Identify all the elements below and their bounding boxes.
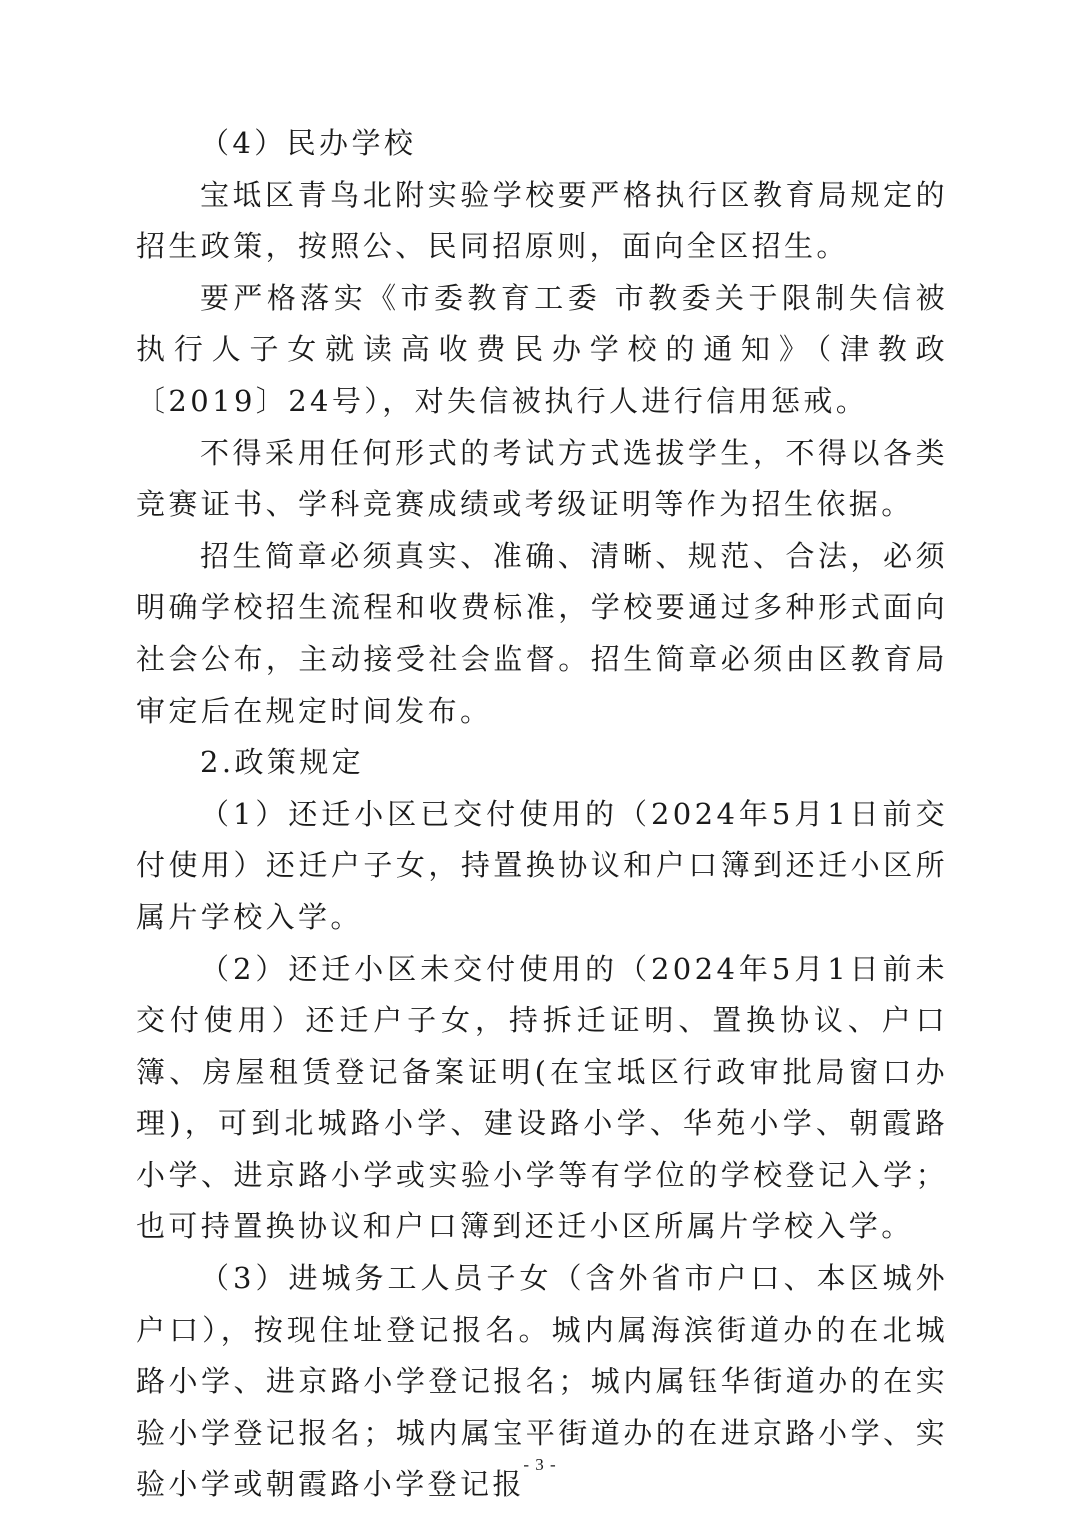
paragraph-rule-2: （2）还迁小区未交付使用的（2024年5月1日前未交付使用）还迁户子女，持拆迁证明、置换协议、户口簿、房屋租赁登记备案证明(在宝坻区行政审批局窗口办理)，可到北城路小学、建设路小学、华苑小学、朝霞路小学、进京路小学或实验小学等有学位的学校登记入学；也可持置换协议和户口簿到还迁小区所属片学校入学。	[136, 951, 948, 1244]
page-number: - 3 -	[523, 1455, 557, 1474]
paragraph-admission-brochure: 招生简章必须真实、准确、清晰、规范、合法，必须明确学校招生流程和收费标准，学校要通过多种形式面向社会公布，主动接受社会监督。招生简章必须由区教育局审定后在规定时间发布。	[136, 538, 948, 728]
paragraph-rule-3: （3）进城务工人员子女（含外省市户口、本区城外户口），按现住址登记报名。城内属海滨街道办的在北城路小学、进京路小学登记报名；城内属钰华街道办的在实验小学登记报名；城内属宝平街道办的在进京路小学、实验小学或朝霞路小学登记报	[136, 1261, 948, 1502]
paragraph-rule-1: （1）还迁小区已交付使用的（2024年5月1日前交付使用）还迁户子女，持置换协议和户口簿到还迁小区所属片学校入学。	[136, 796, 948, 934]
heading-policy-rules: 2.政策规定	[200, 745, 365, 780]
paragraph-credit-discipline: 要严格落实《市委教育工委 市教委关于限制失信被执行人子女就读高收费民办学校的通知》（津教政〔2019〕24号），对失信被执行人进行信用惩戒。	[136, 280, 948, 418]
document-body	[136, 118, 948, 1511]
paragraph-no-exams: 不得采用任何形式的考试方式选拔学生，不得以各类竞赛证书、学科竞赛成绩或考级证明等作为招生依据。	[136, 435, 948, 522]
paragraph-qingniao-school: 宝坻区青鸟北附实验学校要严格执行区教育局规定的招生政策，按照公、民同招原则，面向全区招生。	[136, 177, 948, 264]
heading-private-schools: （4）民办学校	[200, 126, 417, 160]
